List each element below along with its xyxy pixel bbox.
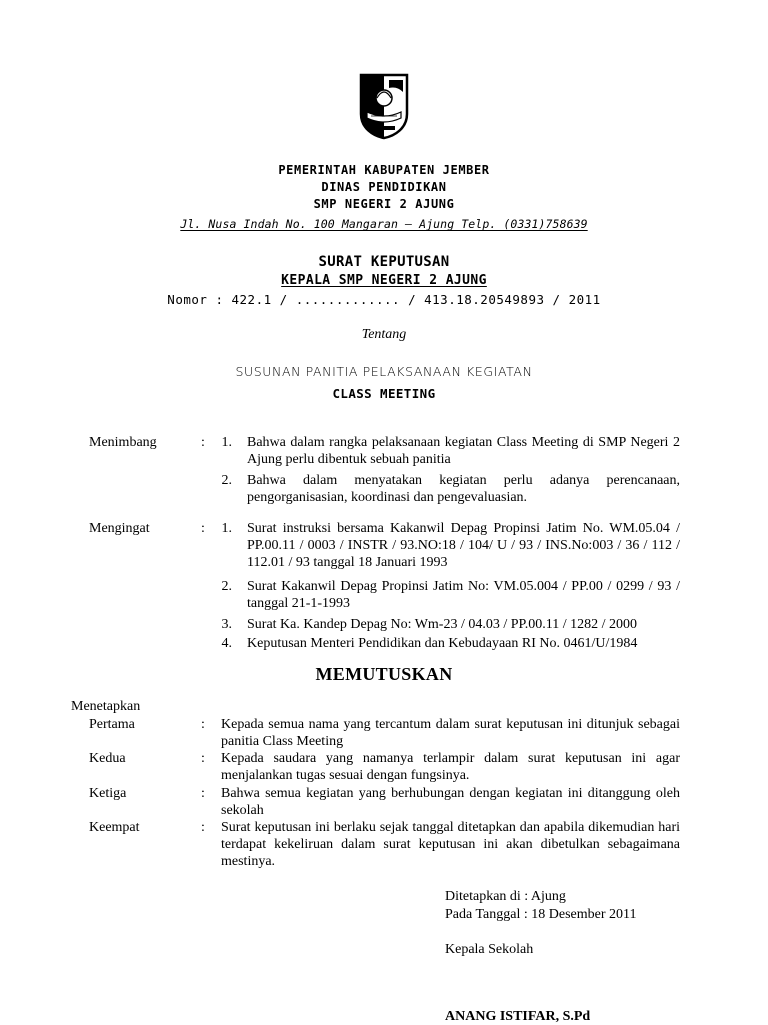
menimbang-colon: :	[201, 435, 205, 450]
pertama-colon: :	[201, 717, 205, 732]
mengingat-colon: :	[201, 521, 205, 536]
header-government: PEMERINTAH KABUPATEN JEMBER	[278, 163, 490, 177]
pada-tanggal: Pada Tanggal : 18 Desember 2011	[445, 907, 637, 922]
memutuskan-heading: MEMUTUSKAN	[315, 664, 453, 684]
menimbang-item-2-text: Bahwa dalam menyatakan kegiatan perlu adanya perencanaan, pengorganisasian, koordinasi dan pengevaluasian.	[247, 473, 680, 505]
kabupaten-jember-emblem	[357, 72, 411, 140]
pertama-text: Kepada semua nama yang tercantum dalam surat keputusan ini ditunjuk sebagai panitia Class Meeting	[221, 717, 680, 749]
tentang-label: Tentang	[361, 327, 407, 342]
menimbang-label: Menimbang	[89, 435, 157, 450]
mengingat-label: Mengingat	[89, 521, 150, 536]
ketiga-colon: :	[201, 786, 205, 801]
signatory-name: ANANG ISTIFAR, S.Pd	[445, 1009, 591, 1024]
mengingat-item-4-text: Keputusan Menteri Pendidikan dan Kebudayaan RI No. 0461/U/1984	[247, 636, 638, 651]
keempat-colon: :	[201, 820, 205, 835]
menimbang-item-1-text: Bahwa dalam rangka pelaksanaan kegiatan Class Meeting di SMP Negeri 2 Ajung perlu dibentuk sebuah panitia	[247, 435, 680, 467]
keempat-label: Keempat	[89, 820, 140, 835]
menetapkan-label: Menetapkan	[71, 699, 141, 714]
keempat-text: Surat keputusan ini berlaku sejak tanggal ditetapkan dan apabila dikemudian hari terdapat kekeliruan dalam surat keputusan ini akan dibetulkan sebagaimana mestinya.	[221, 820, 680, 869]
mengingat-item-1-number: 1.	[221, 521, 232, 536]
kedua-text: Kepada saudara yang namanya terlampir dalam surat keputusan ini agar menjalankan tugas sesuai dengan fungsinya.	[221, 751, 680, 783]
header-address: Jl. Nusa Indah No. 100 Mangaran – Ajung Telp. (0331)758639	[180, 217, 588, 231]
mengingat-item-3-number: 3.	[221, 617, 232, 632]
menimbang-item-2-number: 2.	[221, 473, 232, 488]
menimbang-item-1-number: 1.	[221, 435, 232, 450]
ditetapkan-di: Ditetapkan di : Ajung	[445, 889, 566, 904]
ketiga-label: Ketiga	[89, 786, 127, 801]
document-title: SURAT KEPUTUSAN	[318, 254, 450, 270]
subject-line-2: CLASS MEETING	[332, 386, 436, 401]
mengingat-item-2-number: 2.	[221, 579, 232, 594]
mengingat-item-1-text: Surat instruksi bersama Kakanwil Depag Propinsi Jatim No. WM.05.04 / PP.00.11 / 0003 / INSTR / 93.NO:18 / 104/ U / 93 / INS.No:003 / 36 / 112 / 112.01 / 93 tanggal 18 Januari 1993	[247, 521, 680, 570]
ketiga-text: Bahwa semua kegiatan yang berhubungan dengan kegiatan ini ditanggung oleh sekolah	[221, 786, 680, 818]
signatory-position: Kepala Sekolah	[445, 942, 534, 957]
document-number: Nomor : 422.1 / ............. / 413.18.20549893 / 2011	[167, 292, 601, 307]
document-subtitle: KEPALA SMP NEGERI 2 AJUNG	[281, 273, 487, 288]
header-department: DINAS PENDIDIKAN	[321, 180, 447, 194]
kedua-colon: :	[201, 751, 205, 766]
header-school: SMP NEGERI 2 AJUNG	[313, 197, 455, 211]
pertama-label: Pertama	[89, 717, 135, 732]
subject-line-1: SUSUNAN PANITIA PELAKSANAAN KEGIATAN	[235, 364, 533, 379]
mengingat-item-4-number: 4.	[221, 636, 232, 651]
mengingat-item-2-text: Surat Kakanwil Depag Propinsi Jatim No: VM.05.004 / PP.00 / 0299 / 93 / tanggal 21-1-1993	[247, 579, 680, 611]
kedua-label: Kedua	[89, 751, 126, 766]
mengingat-item-3-text: Surat Ka. Kandep Depag No: Wm-23 / 04.03 / PP.00.11 / 1282 / 2000	[247, 617, 638, 632]
